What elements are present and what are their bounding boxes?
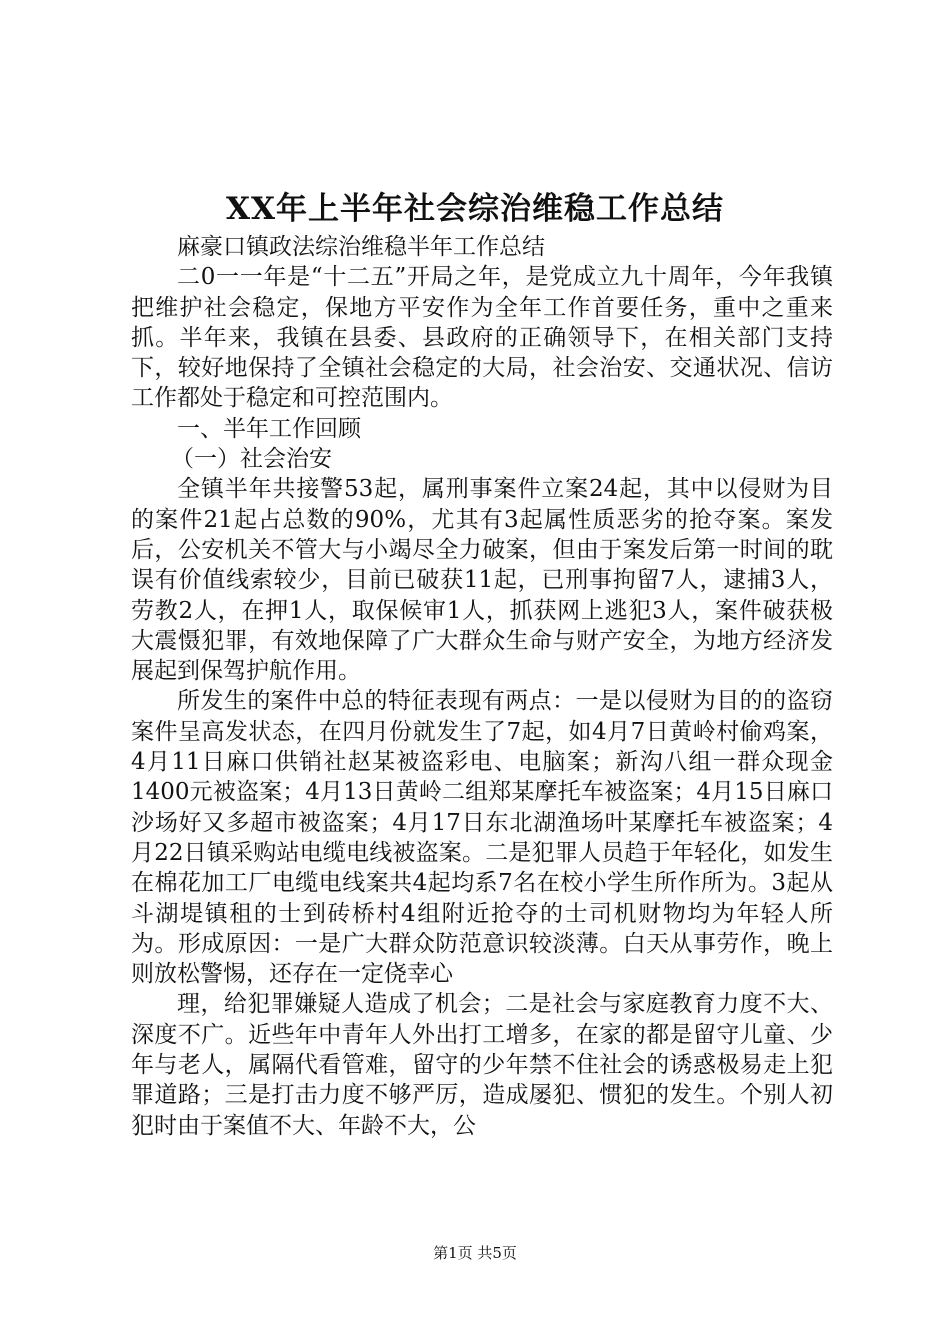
page-footer: 第1页 共5页 bbox=[433, 1244, 517, 1262]
paragraph-intro: 二0一一年是“十二五”开局之年，是党成立九十周年，今年我镇把维护社会稳定，保地方平安作为全年工作首要任务，重中之重来抓。半年来，我镇在县委、县政府的正确领导下，在相关部门支持下，较好地保持了全镇社会稳定的大局，社会治安、交通状况、信访工作都处于稳定和可控范围内。 bbox=[131, 264, 833, 412]
document-title: XX年上半年社会综治维稳工作总结 bbox=[225, 191, 725, 227]
document-body bbox=[131, 232, 833, 1141]
section-heading: 一、半年工作回顾 bbox=[177, 415, 361, 442]
paragraph-continued: 理，给犯罪嫌疑人造成了机会；二是社会与家庭教育力度不大、深度不广。近些年中青年人外出打工增多，在家的都是留守儿童、少年与老人，属隔代看管难，留守的少年禁不住社会的诱惑极易走上犯罪道路；三是打击力度不够严厉，造成屡犯、惯犯的发生。个别人初犯时由于案值不大、年龄不大，公 bbox=[131, 991, 833, 1139]
paragraph-subtitle: 麻豪口镇政法综治维稳半年工作总结 bbox=[177, 234, 545, 260]
paragraph-cases: 全镇半年共接警53起，属刑事案件立案24起，其中以侵财为目的案件21起占总数的90%，尤其有3起属性质恶劣的抢夺案。案发后，公安机关不管大与小竭尽全力破案，但由于案发后第一时间的耽误有价值线索较少，目前已破获11起，已刑事拘留7人，逮捕3人，劳教2人，在押1人，取保候审1人，抓获网上逃犯3人，案件破获极大震慑犯罪，有效地保障了广大群众生命与财产安全，为地方经济发展起到保驾护航作用。 bbox=[131, 476, 833, 685]
paragraph-characteristics: 所发生的案件中总的特征表现有两点：一是以侵财为目的的盗窃案件呈高发状态，在四月份就发生了7起，如4月7日黄岭村偷鸡案，4月11日麻口供销社赵某被盗彩电、电脑案；新沟八组一群众现金1400元被盗案；4月13日黄岭二组郑某摩托车被盗案；4月15日麻口沙场好又多超市被盗案；4月17日东北湖渔场叶某摩托车被盗案；4月22日镇采购站电缆电线被盗案。二是犯罪人员趋于年轻化，如发生在棉花加工厂电缆电线案共4起均系7名在校小学生所作所为。3起从斗湖堤镇租的士到砖桥村4组附近抢夺的士司机财物均为年轻人所为。形成原因：一是广大群众防范意识较淡薄。白天从事劳作，晚上则放松警惕，还存在一定侥幸心 bbox=[131, 688, 833, 988]
subsection-heading: （一）社会治安 bbox=[171, 446, 332, 473]
